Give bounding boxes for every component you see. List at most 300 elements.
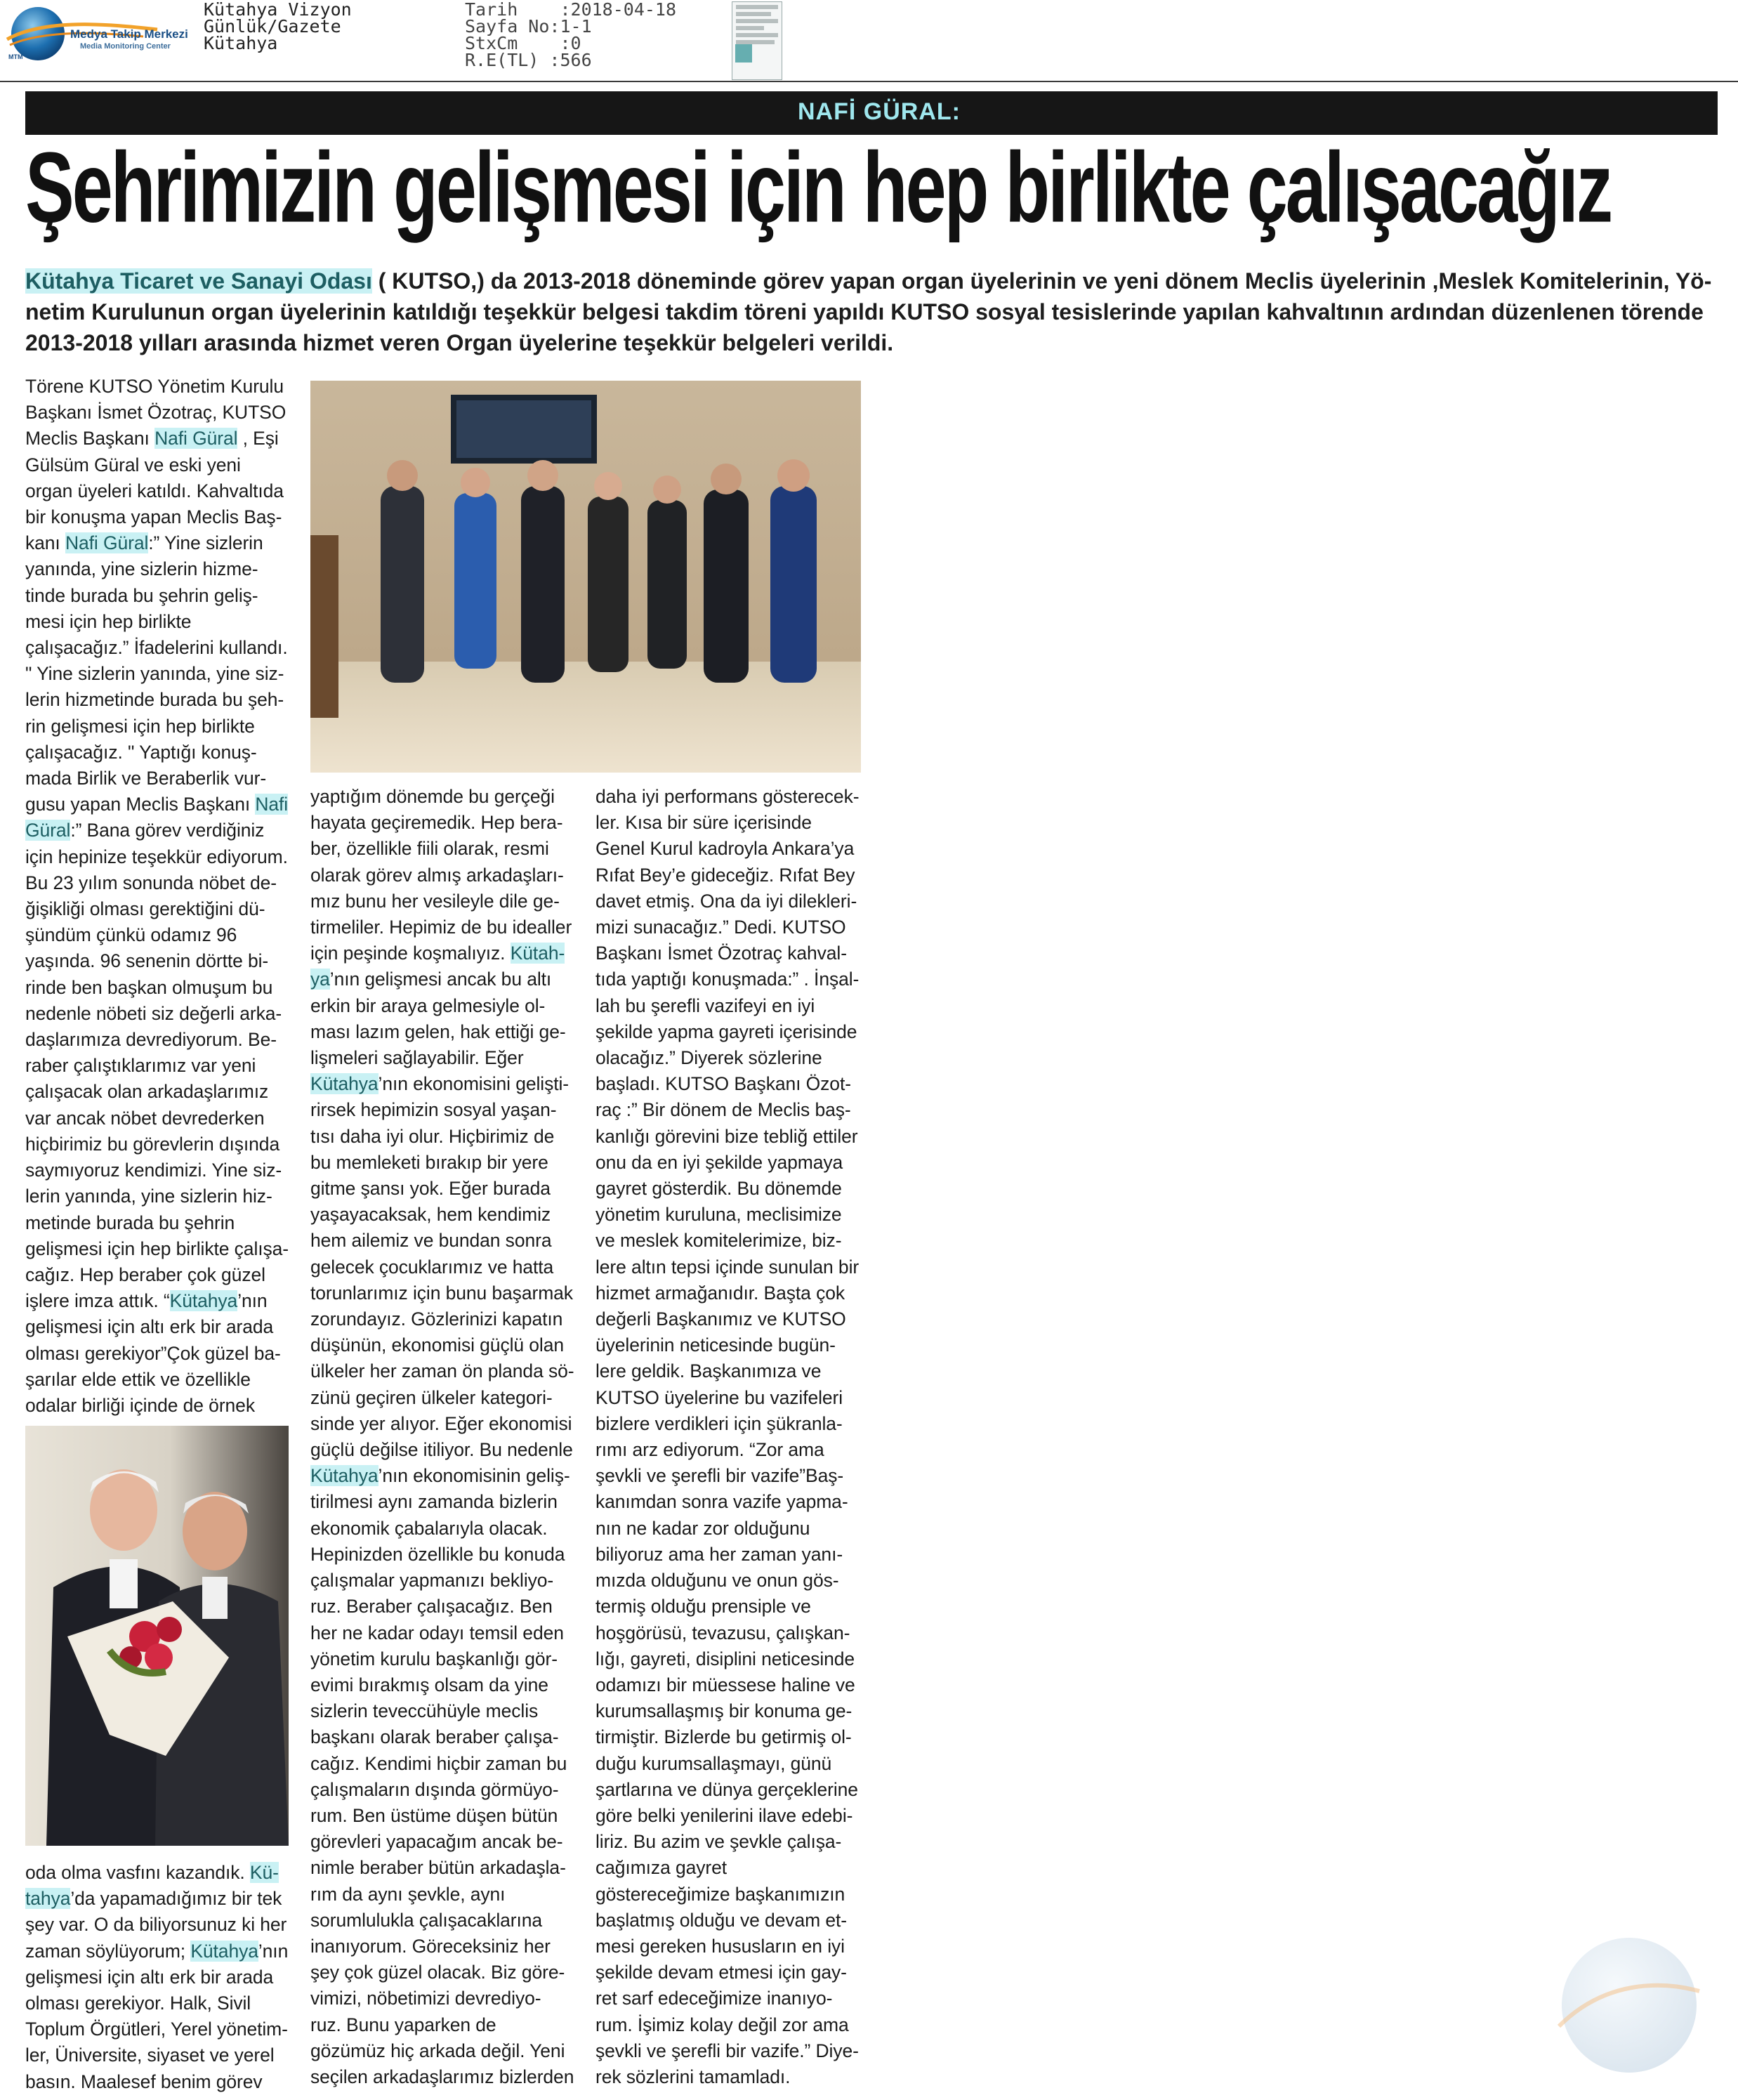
text-run: şekilde devam etmesi için gay- (595, 1962, 847, 1983)
text-line (25, 1262, 292, 1288)
text-line (595, 1672, 876, 1698)
text-line (595, 993, 876, 1019)
text-line (310, 940, 584, 966)
text-run: gelişmesi için altı erk bir arada (25, 1966, 274, 1988)
text-line (25, 1053, 292, 1079)
text-run: ’nın ekonomisini gelişti- (378, 1073, 570, 1095)
text-line (595, 1019, 876, 1045)
text-line (595, 2012, 876, 2038)
thumbnail-article-highlight (735, 44, 752, 63)
text-run: netim Kurulunun organ üyelerinin katıldığı teşekkür belgesi takdim töreni yapıldı KUTSO sosyal tesislerinde yapılan kahvaltının ardından düzenlenen törende (25, 299, 1704, 324)
text-run: ’nın gelişmesi ancak bu altı (329, 969, 552, 990)
text-run: hem ailemiz ve bundan sonra (310, 1230, 552, 1252)
text-run: ber, özellikle fiili olarak, resmi (310, 838, 549, 860)
text-run: kurumsallaşmış bir konuma ge- (595, 1700, 852, 1722)
watermark-globe-icon (1555, 1931, 1703, 2079)
text-line (25, 609, 292, 635)
text-run: onu da en iyi şekilde yapmaya (595, 1151, 843, 1173)
text-run: Rıfat Bey’e gideceğiz. Rıfat Bey (595, 864, 855, 886)
text-run: olacağız.” Diyerek sözlerine (595, 1047, 822, 1069)
text-line (25, 1367, 292, 1393)
text-run: mız bunu her vesileyle dile ge- (310, 890, 560, 912)
text-line (595, 1568, 876, 1594)
lead-line (25, 296, 1725, 327)
text-line (310, 1150, 584, 1176)
text-line (595, 1358, 876, 1384)
text-line (310, 1646, 584, 1672)
headline-text: Şehrimizin gelişmesi için hep birlikte çalışacağız (25, 131, 1612, 244)
text-line (25, 1912, 292, 1938)
text-line (595, 1908, 876, 1934)
text-line (310, 1986, 584, 2012)
text-line (310, 862, 584, 888)
text-run: çalışacağız. " Yaptığı konuş- (25, 741, 257, 763)
text-line (310, 1437, 584, 1463)
text-run: üyelerinin neticesinde bugün- (595, 1334, 836, 1356)
text-line (595, 1150, 876, 1176)
text-line (310, 1777, 584, 1803)
logo-mark: MTM (8, 53, 23, 60)
text-line (595, 966, 876, 992)
text-line (25, 1288, 292, 1314)
text-line (310, 1724, 584, 1750)
text-run: tinde burada bu şehrin geliş- (25, 584, 258, 606)
text-line (310, 1568, 584, 1594)
text-line (595, 1777, 876, 1803)
highlighted-keyword: Kütahya (169, 1290, 238, 1312)
text-run: çalışmaların dışında görmüyo- (310, 1778, 559, 1800)
text-run: evimi bırakmış olsam da yine (310, 1674, 548, 1695)
text-run: daşlarımıza devrediyorum. Be- (25, 1029, 277, 1051)
text-line (310, 1620, 584, 1646)
text-line (595, 1698, 876, 1724)
handshake-photo (25, 1426, 289, 1846)
text-run: KUTSO üyelerine bu vazifeleri (595, 1386, 843, 1408)
highlighted-keyword: Kütahya (310, 1465, 378, 1487)
body-column-3 (595, 784, 876, 2090)
text-line (595, 1228, 876, 1254)
logo-name: Medya Takip Merkezi (70, 27, 188, 41)
text-run: Meclis Başkanı (25, 428, 155, 449)
text-run: ’nın (237, 1290, 268, 1312)
text-run: zaman söylüyorum; (25, 1940, 191, 1962)
text-run: rımı arz ediyorum. “Zor ama (595, 1439, 824, 1461)
text-line (310, 1908, 584, 1934)
text-run: yaşında. 96 senenin dörtte bi- (25, 950, 269, 972)
text-line (25, 1079, 292, 1105)
text-run: lah bu şerefli vazifeyi en iyi (595, 995, 815, 1016)
headline (25, 131, 1725, 244)
text-run: nın ne kadar zor olduğunu (595, 1517, 810, 1539)
text-line (25, 922, 292, 948)
text-run: vimizi, nöbetimizi devrediyo- (310, 1988, 541, 2009)
lead-paragraph (25, 265, 1725, 358)
text-run: yönetim kuruluna, meclisimize (595, 1204, 842, 1226)
text-run: " Yine sizlerin yanında, yine siz- (25, 663, 284, 685)
text-run: rirsek hepimizin sosyal yaşan- (310, 1099, 557, 1121)
lead-line (25, 265, 1725, 296)
text-line (25, 426, 292, 452)
text-line (310, 1542, 584, 1568)
text-line (310, 1594, 584, 1620)
text-run: saymıyoruz kendimizi. Yine siz- (25, 1160, 282, 1181)
media-monitoring-logo (3, 4, 206, 63)
text-line (310, 1463, 584, 1489)
text-run: lere altın tepsi içinde sunulan bir (595, 1256, 860, 1278)
highlighted-keyword: Nafi (255, 794, 289, 815)
text-run: davet etmiş. Ona da iyi dilekleri- (595, 890, 857, 912)
text-run: nimle beraber bütün arkadaşla- (310, 1857, 566, 1879)
text-line (310, 1516, 584, 1542)
text-line (310, 1489, 584, 1515)
text-run: hizmet armağanıdır. Başta çok (595, 1282, 845, 1304)
text-run: oda olma vasfını kazandık. (25, 1862, 250, 1883)
text-run: başkanı olarak beraber çalışa- (310, 1726, 559, 1748)
text-run: olması gerekiyor. Halk, Sivil (25, 1993, 251, 2014)
publication-info (204, 1, 352, 52)
text-line (25, 661, 292, 687)
text-line (310, 1855, 584, 1881)
text-line (595, 1306, 876, 1332)
highlighted-keyword: ya (310, 969, 330, 990)
text-line (310, 2064, 584, 2090)
text-line (595, 1176, 876, 1202)
text-line (595, 1124, 876, 1150)
text-line (25, 504, 292, 530)
text-run: Hepinizden özellikle bu konuda (310, 1543, 565, 1565)
text-run: işlere imza attık. “ (25, 1290, 170, 1312)
text-run: bizlere verdikleri için şükranla- (595, 1412, 843, 1434)
text-run: Başkanı İsmet Özotraç kahval- (595, 943, 847, 964)
highlighted-keyword: Güral (25, 820, 71, 841)
highlighted-keyword: Nafi Güral (154, 428, 238, 449)
text-run: göstereceğimize başkanımızın (595, 1883, 845, 1905)
text-run: çalışacağız.” İfadelerini kullandı. (25, 637, 288, 659)
text-line (595, 836, 876, 862)
text-line (595, 1934, 876, 1960)
publication-type: Günlük/Gazete (204, 16, 341, 37)
text-line (595, 940, 876, 966)
text-run: gelecek çocuklarımız ve hatta (310, 1256, 554, 1278)
text-line (25, 1886, 292, 1912)
highlighted-keyword: Kütah- (510, 943, 565, 964)
text-run: olması gerekiyor”Çok güzel ba- (25, 1342, 281, 1364)
page-thumbnail (732, 1, 782, 80)
text-run: raber çalıştıklarımız var yeni (25, 1055, 256, 1077)
text-line (25, 1001, 292, 1027)
logo-subtitle: Media Monitoring Center (80, 42, 171, 51)
text-run: gelişmesi için altı erk bir arada (25, 1316, 274, 1338)
text-line (25, 714, 292, 740)
text-run: ’da yapamadığımız bir tek (70, 1888, 282, 1910)
text-line (310, 836, 584, 862)
text-line (25, 1236, 292, 1262)
text-line (310, 914, 584, 940)
text-line (25, 740, 292, 766)
text-run: olarak görev almış arkadaşları- (310, 864, 564, 886)
header-divider (0, 81, 1738, 82)
text-run: lere geldik. Başkanımıza ve (595, 1360, 822, 1382)
highlighted-keyword: Kütahya (190, 1940, 258, 1962)
text-line (310, 1672, 584, 1698)
text-line (595, 810, 876, 836)
text-line (595, 2038, 876, 2064)
text-line (595, 1385, 876, 1411)
text-run: bu memleketi bırakıp bir yere (310, 1151, 548, 1173)
text-run: Genel Kurul kadroyla Ankara’ya (595, 838, 855, 860)
text-run: tirilmesi aynı zamanda bizlerin (310, 1491, 558, 1513)
text-run: yaşayacaksak, hem kendimiz (310, 1204, 551, 1226)
text-run: cağız. Hep beraber çok güzel (25, 1264, 265, 1285)
text-run: inanıyorum. Göreceksiniz her (310, 1935, 551, 1957)
text-line (25, 687, 292, 713)
text-line (25, 1314, 292, 1340)
text-run: şekilde yapma gayreti içerisinde (595, 1021, 857, 1042)
text-run: zorundayız. Gözlerinizi kapatın (310, 1308, 563, 1330)
text-line (25, 1938, 292, 1964)
text-line (25, 1990, 292, 2016)
text-run: rum. İşimiz kolay değil zor ama (595, 2014, 849, 2035)
text-run: rım da aynı şevkle, aynı (310, 1883, 506, 1905)
text-run: lerin yanında, yine sizlerin hiz- (25, 1186, 272, 1207)
text-run: görevleri yapacağım ancak be- (310, 1831, 563, 1853)
text-line (25, 818, 292, 844)
text-run: göre belki yenilerini ilave edebi- (595, 1804, 853, 1826)
text-run: düşünün, ekonomisi güçlü olan (310, 1334, 564, 1356)
text-line (25, 792, 292, 818)
text-run: çalışacak olan arkadaşlarımız (25, 1081, 269, 1103)
kicker-text: NAFİ GÜRAL: (798, 98, 961, 125)
text-line (310, 1698, 584, 1724)
text-line (25, 870, 292, 896)
text-run: hiçbirimiz bu görevlerin dışında (25, 1133, 280, 1155)
text-line (310, 1411, 584, 1437)
text-run: şey var. O da biliyorsunuz ki her (25, 1914, 287, 1936)
text-run: güçlü değilse itiliyor. Bu nedenle (310, 1439, 573, 1461)
text-line (25, 2042, 292, 2068)
text-run: Gülsüm Güral ve eski yeni (25, 454, 241, 475)
text-line (595, 1594, 876, 1620)
text-run: odalar birliği içinde de örnek (25, 1394, 255, 1416)
text-line (595, 1542, 876, 1568)
text-run: nedenle nöbeti siz değerli arka- (25, 1002, 282, 1024)
text-line (310, 1385, 584, 1411)
kicker-banner (25, 91, 1718, 135)
text-line (595, 1437, 876, 1463)
text-run: yanında, yine sizlerin hizme- (25, 558, 258, 580)
text-run: erkin bir araya gelmesiyle ol- (310, 995, 546, 1016)
text-line (25, 635, 292, 661)
text-line (595, 1646, 876, 1672)
text-run: yönetim kurulu başkanlığı gör- (310, 1648, 558, 1669)
text-line (310, 993, 584, 1019)
text-line (595, 784, 876, 810)
text-line (595, 1489, 876, 1515)
text-run: , Eşi (237, 428, 279, 449)
lead-line (25, 327, 1725, 358)
text-run: biliyoruz ama her zaman yanı- (595, 1543, 843, 1565)
text-line (25, 948, 292, 974)
text-line (25, 1105, 292, 1131)
meta-stxcm: StxCm :0 (465, 33, 581, 53)
text-run: mizi sunacağız.” Dedi. KUTSO (595, 917, 846, 938)
text-run: var ancak nöbet devrederken (25, 1107, 265, 1129)
text-run: ( KUTSO,) da 2013-2018 döneminde görev yapan organ üyelerinin ve yeni dönem Meclis üyelerinin ,Meslek Komitelerinin, Yö- (371, 268, 1712, 294)
text-run: Başkanı İsmet Özotraç, KUTSO (25, 402, 287, 424)
body-column-1 (25, 374, 292, 1419)
text-run: mesi için hep birlikte (25, 610, 192, 632)
text-line (310, 784, 584, 810)
text-run: Bu 23 yılım sonunda nöbet de- (25, 872, 277, 893)
text-run: gelişmesi için hep birlikte çalışa- (25, 1238, 289, 1259)
text-run: liriz. Bu azim ve şevkle çalışa- (595, 1831, 842, 1853)
text-line (595, 1280, 876, 1306)
text-run: 2013-2018 yılları arasında hizmet veren Organ üyelerine teşekkür belgeleri verildi. (25, 330, 894, 355)
text-run: her ne kadar odayı temsil eden (310, 1622, 564, 1643)
text-run: ler. Kısa bir süre içerisinde (595, 812, 812, 834)
text-line (310, 1071, 584, 1097)
text-run: için hepinize teşekkür ediyorum. (25, 846, 288, 867)
text-run: odamızı bir müessese haline ve (595, 1674, 855, 1695)
text-line (25, 766, 292, 792)
body-column-2 (310, 784, 584, 2090)
text-line (25, 1183, 292, 1209)
text-run: seçilen arkadaşlarımız bizlerden (310, 2066, 574, 2087)
text-run: tısı daha iyi olur. Hiçbirimiz de (310, 1125, 555, 1147)
text-line (310, 1332, 584, 1358)
text-line (595, 1463, 876, 1489)
text-line (595, 1882, 876, 1908)
text-line (595, 1045, 876, 1071)
text-run: şevkli ve şerefli bir vazife.” Diye- (595, 2040, 859, 2061)
text-run: ruz. Bunu yaparken de (310, 2014, 496, 2035)
text-line (595, 1986, 876, 2012)
clipping-meta (465, 1, 676, 69)
text-run: tıda yaptığı konuşmada:” . İnşal- (595, 969, 860, 990)
text-run: organ üyeleri katıldı. Kahvaltıda (25, 480, 284, 501)
text-run: mızda olduğunu ve onun gös- (595, 1570, 839, 1592)
text-line (595, 2064, 876, 2090)
text-line (595, 1724, 876, 1750)
text-line (25, 1157, 292, 1183)
text-line (310, 1280, 584, 1306)
text-run: sorumlulukla çalışacaklarına (310, 1909, 543, 1931)
text-line (595, 1960, 876, 1986)
text-run: lerin hizmetinde burada bu şeh- (25, 689, 284, 711)
text-line (310, 1045, 584, 1071)
text-run: şarılar elde ettik ve özellikle (25, 1368, 251, 1390)
text-line (310, 1097, 584, 1123)
highlighted-keyword: tahya (25, 1888, 71, 1910)
text-line (595, 1516, 876, 1542)
text-line (310, 810, 584, 836)
text-line (595, 1254, 876, 1280)
text-run: ler, Üniversite, siyaset ve yerel (25, 2045, 275, 2066)
text-line (595, 914, 876, 940)
text-line (25, 1860, 292, 1886)
text-run: yaptığım dönemde bu gerçeği (310, 786, 555, 807)
text-run: lığı, gayreti, disiplini neticesinde (595, 1648, 855, 1669)
text-run: bir konuşma yapan Meclis Baş- (25, 506, 282, 528)
text-run: sizlerin teveccühüyle meclis (310, 1700, 539, 1722)
text-run: torunlarımız için bunu başarmak (310, 1282, 573, 1304)
text-run: hayata geçiremedik. Hep bera- (310, 812, 563, 834)
text-line (310, 2038, 584, 2064)
text-run: rin gelişmesi için hep birlikte (25, 715, 255, 737)
text-line (595, 1751, 876, 1777)
text-line (595, 1829, 876, 1855)
text-run: :” Yine sizlerin (148, 532, 263, 554)
text-run: zünü geçiren ülkeler kategori- (310, 1386, 553, 1408)
text-run: ’nın (258, 1940, 289, 1962)
text-line (25, 896, 292, 922)
text-run: hoşgörüsü, tevazusu, çalışkan- (595, 1622, 850, 1643)
text-run: metinde burada bu şehrin (25, 1212, 235, 1233)
text-line (25, 530, 292, 556)
text-line (310, 1960, 584, 1986)
text-run: raç :” Bir dönem de Meclis baş- (595, 1099, 851, 1121)
text-line (310, 888, 584, 914)
text-line (25, 556, 292, 582)
text-line (310, 1228, 584, 1254)
text-line (595, 1202, 876, 1228)
text-run: Toplum Örgütleri, Yerel yönetim- (25, 2019, 288, 2040)
text-line (595, 888, 876, 914)
text-run: gözümüz hiç arkada değil. Yeni (310, 2040, 565, 2061)
text-run: başladı. KUTSO Başkanı Özot- (595, 1073, 851, 1095)
text-run: tirmeliler. Hepimiz de bu idealler (310, 917, 572, 938)
text-run: ’nın ekonomisinin geliş- (378, 1465, 570, 1487)
text-line (25, 975, 292, 1001)
text-line (25, 1393, 292, 1419)
text-line (25, 2069, 292, 2095)
meta-ad-value: R.E(TL) :566 (465, 50, 592, 70)
text-line (25, 478, 292, 504)
text-run: başlatmış olduğu ve devam et- (595, 1909, 847, 1931)
text-line (310, 1803, 584, 1829)
text-line (310, 1176, 584, 1202)
text-run: rum. Ben üstüme düşen bütün (310, 1804, 558, 1826)
text-line (25, 452, 292, 478)
text-run: ret sarf edeceğimize inanıyo- (595, 1988, 833, 2009)
meta-date: Tarih :2018-04-18 (465, 0, 677, 20)
text-line (595, 1097, 876, 1123)
text-run: çalışmalar yapmanızı bekliyo- (310, 1570, 554, 1592)
text-line (310, 1358, 584, 1384)
text-line (310, 1202, 584, 1228)
text-run: basın. Maalesef benim görev (25, 2071, 263, 2092)
highlighted-keyword: Kü- (249, 1862, 279, 1883)
text-run: ve meslek komitelerimize, biz- (595, 1230, 842, 1252)
text-line (25, 583, 292, 609)
highlighted-keyword: Kütahya (310, 1073, 378, 1095)
text-run: kanlığı görevini bize tebliğ ettiler (595, 1125, 858, 1147)
text-line (25, 1210, 292, 1236)
text-line (310, 1882, 584, 1908)
text-run: kanı (25, 532, 65, 554)
text-line (310, 1751, 584, 1777)
text-run: daha iyi performans gösterecek- (595, 786, 860, 807)
text-line (595, 862, 876, 888)
text-run: sinde yer alıyor. Eğer ekonomisi (310, 1412, 572, 1434)
text-line (595, 1071, 876, 1097)
text-run: mada Birlik ve Beraberlik vur- (25, 768, 267, 789)
text-line (25, 2016, 292, 2042)
publication-city: Kütahya (204, 33, 278, 53)
text-run: için peşinde koşmalıyız. (310, 943, 511, 964)
text-run: şündüm çünkü odamız 96 (25, 924, 237, 946)
highlighted-keyword: Kütahya Ticaret ve Sanayi Odası (25, 268, 372, 294)
